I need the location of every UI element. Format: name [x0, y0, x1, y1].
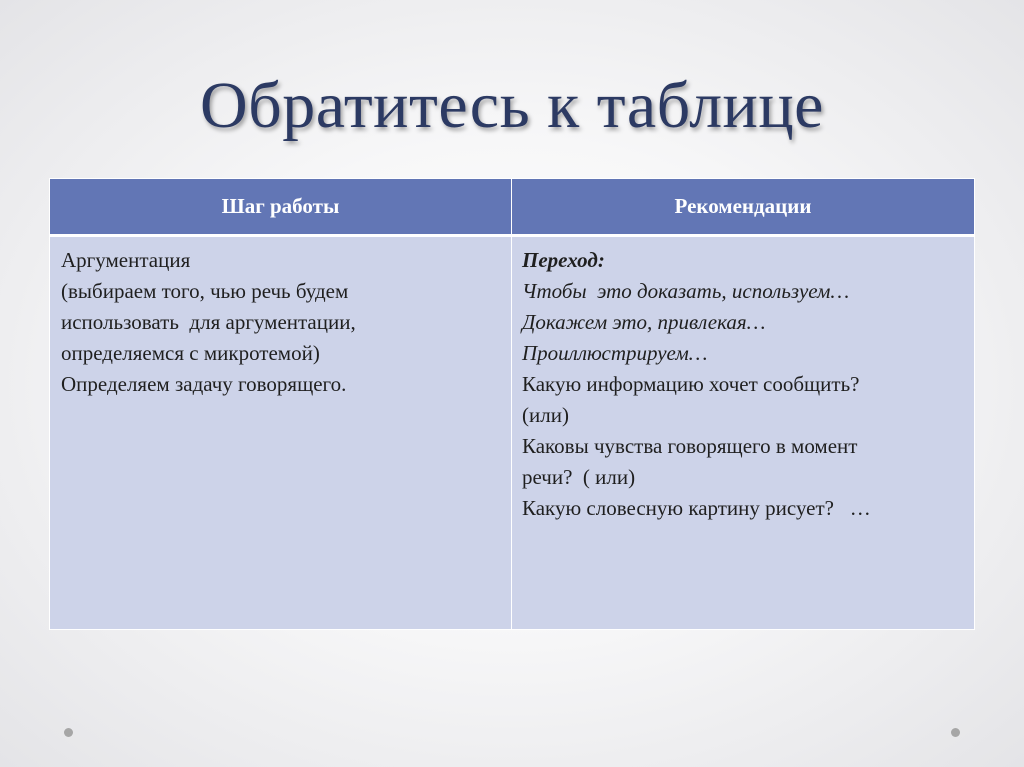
slide-title: Обратитесь к таблице — [200, 69, 824, 142]
recommendation-cell — [512, 236, 975, 630]
header-recommendations: Рекомендации — [512, 179, 975, 236]
table-header-row — [50, 179, 975, 236]
recommendation-line: Каковы чувства говорящего в момент — [522, 434, 858, 458]
recommendation-italic-line: Докажем это, привлекая… — [522, 310, 766, 334]
recommendation-line: Какую информацию хочет сообщить? — [522, 372, 860, 396]
header-step: Шаг работы — [50, 179, 512, 236]
recommendation-italic-line: Проиллюстрируем… — [522, 341, 708, 365]
step-cell — [50, 236, 512, 630]
recommendation-line: речи? ( или) — [522, 465, 636, 489]
table-row — [50, 236, 975, 630]
recommendation-italic-line: Чтобы это доказать, используем… — [522, 279, 850, 303]
transition-heading: Переход: — [522, 248, 605, 272]
step-line: использовать для аргументации, — [61, 310, 356, 334]
step-line: Аргументация — [61, 248, 191, 272]
bullet-dot-decoration — [64, 728, 73, 737]
bullet-dot-decoration — [951, 728, 960, 737]
recommendations-table — [49, 178, 975, 630]
recommendation-line: Какую словесную картину рисует? … — [522, 496, 871, 520]
step-line: (выбираем того, чью речь будем — [61, 279, 349, 303]
recommendation-line: (или) — [522, 403, 569, 427]
step-line: определяемся с микротемой) — [61, 341, 320, 365]
step-line: Определяем задачу говорящего. — [61, 372, 347, 396]
